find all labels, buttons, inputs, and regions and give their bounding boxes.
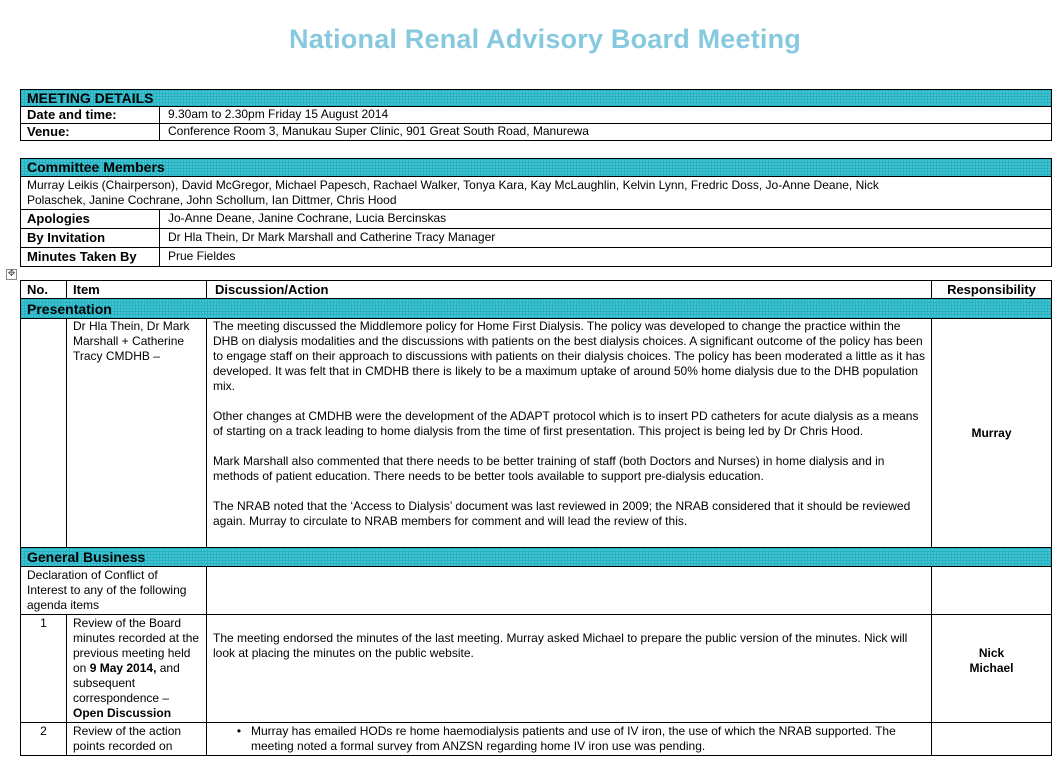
declaration-responsibility bbox=[932, 567, 1052, 615]
committee-members bbox=[21, 177, 1052, 210]
minutes-label: Minutes Taken By bbox=[21, 248, 160, 267]
presentation-para-2: Other changes at CMDHB were the development of the ADAPT protocol which is to insert PD catheters for acute dialysis as a means of starting on a track leading to home dialysis from the time of first presentation. This project is being led by Dr Chris Hood. bbox=[213, 409, 919, 438]
members-line-2: Polaschek, Janine Cochrane, John Schollum, Ian Dittmer, Chris Hood bbox=[27, 193, 397, 207]
members-line-1: Murray Leikis (Chairperson), David McGregor, Michael Papesch, Rachael Walker, Tonya Kara, Kay McLaughlin, Kelvin Lynn, Fredric Doss, Jo-Anne Deane, Nick bbox=[27, 178, 879, 192]
minutes-value: Prue Fieldes bbox=[160, 248, 1052, 267]
item-2-bullet bbox=[227, 724, 925, 754]
date-label: Date and time: bbox=[21, 107, 160, 124]
table-move-handle-icon[interactable]: ✥ bbox=[7, 269, 16, 279]
declaration-item: Declaration of Conflict of Interest to any of the following agenda items bbox=[21, 567, 207, 615]
item-1-no: 1 bbox=[21, 615, 67, 723]
col-discussion-header: Discussion/Action bbox=[207, 281, 932, 299]
presentation-para-1: The meeting discussed the Middlemore policy for Home First Dialysis. The policy was developed to change the practice within the DHB on dialysis modalities and the discussions with patients on the best dialysis choices. A significant outcome of the policy has been to engage staff on their approach to discussions with patients on their dialysis choices. The policy has been moderated a little as it has developed. It was felt that in CMDHB there is likely to be a maximum uptake of around 50% home dialysis due to the DHB population mix. bbox=[213, 319, 925, 393]
general-business-header: General Business bbox=[21, 548, 1052, 567]
venue-value: Conference Room 3, Manukau Super Clinic, 901 Great South Road, Manurewa bbox=[160, 124, 1052, 141]
presentation-discussion bbox=[207, 319, 932, 548]
item-1-text-a: Review of the Board minutes recorded at the previous meeting held on bbox=[73, 616, 200, 675]
invitation-value: Dr Hla Thein, Dr Mark Marshall and Catherine Tracy Manager bbox=[160, 229, 1052, 248]
item-1-resp-michael: Michael bbox=[969, 661, 1014, 675]
item-1-text-b: and subsequent correspondence – bbox=[73, 661, 180, 705]
apologies-label: Apologies bbox=[21, 210, 160, 229]
committee-table bbox=[20, 158, 1052, 267]
presentation-item: Dr Hla Thein, Dr Mark Marshall + Catherine Tracy CMDHB – bbox=[67, 319, 207, 548]
item-1-date: 9 May 2014, bbox=[89, 661, 157, 675]
page-title: National Renal Advisory Board Meeting bbox=[289, 24, 801, 54]
item-2-bullet-text: Murray has emailed HODs re home haemodialysis patients and use of IV iron, the use of which the NRAB supported. The meeting noted a formal survey from ANZSN regarding home IV iron use was pending. bbox=[251, 724, 896, 753]
col-responsibility-header: Responsibility bbox=[932, 281, 1052, 299]
item-2-no: 2 bbox=[21, 723, 67, 756]
item-1-responsibility bbox=[932, 615, 1052, 723]
presentation-para-4: The NRAB noted that the ‘Access to Dialysis’ document was last reviewed in 2009; the NRAB considered that it should be reviewed again. Murray to circulate to NRAB members for comment and will lead the review of this. bbox=[213, 499, 911, 528]
col-no-header: No. bbox=[21, 281, 67, 299]
item-1-discussion: The meeting endorsed the minutes of the last meeting. Murray asked Michael to prepare the public version of the minutes. Nick will look at placing the minutes on the public website. bbox=[207, 615, 932, 723]
date-value: 9.30am to 2.30pm Friday 15 August 2014 bbox=[160, 107, 1052, 124]
item-1-open-discussion: Open Discussion bbox=[73, 706, 172, 720]
item-1-text bbox=[67, 615, 207, 723]
presentation-para-3: Mark Marshall also commented that there needs to be better training of staff (both Doctors and Nurses) in home dialysis and in methods of patient education. There needs to be better tools available to support pre-dialysis education. bbox=[213, 454, 885, 483]
presentation-header: Presentation bbox=[21, 299, 1052, 319]
declaration-discussion bbox=[207, 567, 932, 615]
item-1-resp-nick: Nick bbox=[978, 646, 1005, 660]
meeting-details-header: MEETING DETAILS bbox=[21, 90, 1052, 107]
venue-label: Venue: bbox=[21, 124, 160, 141]
meeting-details-table bbox=[20, 89, 1052, 141]
presentation-responsibility: Murray bbox=[932, 319, 1052, 548]
apologies-value: Jo-Anne Deane, Janine Cochrane, Lucia Bercinskas bbox=[160, 210, 1052, 229]
bullet-dot-icon: • bbox=[236, 724, 242, 738]
committee-header: Committee Members bbox=[21, 159, 1052, 177]
agenda-table bbox=[20, 280, 1052, 756]
col-item-header: Item bbox=[67, 281, 207, 299]
presentation-no bbox=[21, 319, 67, 548]
item-2-text: Review of the action points recorded on bbox=[67, 723, 207, 756]
item-2-responsibility bbox=[932, 723, 1052, 756]
item-2-discussion bbox=[207, 723, 932, 756]
invitation-label: By Invitation bbox=[21, 229, 160, 248]
